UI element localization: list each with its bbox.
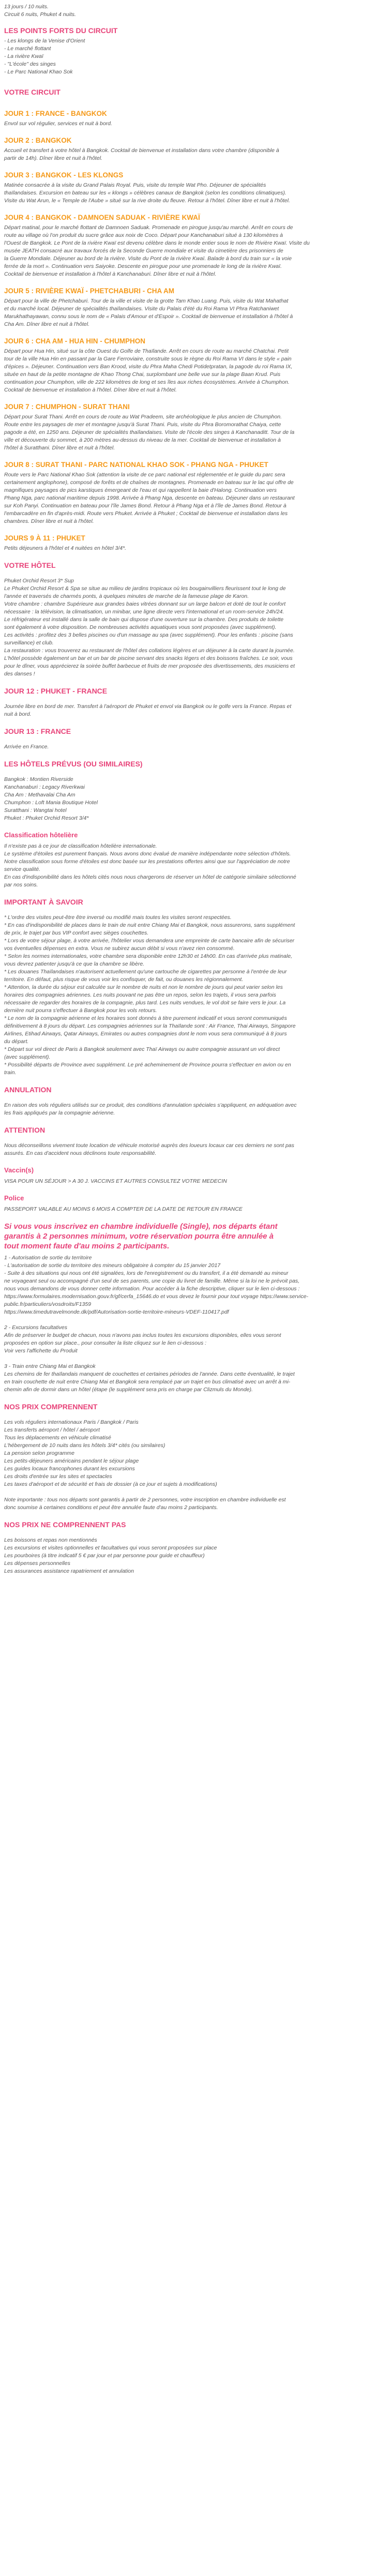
- important-line: vos éventuelles dépenses en extra. Vous ne subirez aucun débit si vous n'avez rien consommé.: [4, 945, 235, 952]
- day-line: pagode a été, en 1250 ans. Déjeuner de spécialités thaïlandaises. Visite de l'école des singes à Kanchanaditt. Tour de la: [4, 429, 295, 435]
- day-2: [4, 136, 388, 162]
- annulation-line: les frais appliqués par la compagnie aérienne.: [4, 1110, 115, 1116]
- day-line: Départ matinal, pour le marché flottant de Damnoen Saduak. Promenade en pirogue jusqu'au marché. Arrêt en cours de: [4, 224, 293, 231]
- important-line: * Selon les normes internationales, votre chambre sera disponible entre 12h30 et 14h00. En cas d'arrivée plus matinale,: [4, 953, 293, 959]
- day-line: l'Ouest de Bangkok. Le Pont de la rivière Kwaï est devenu célèbre dans le monde entier sous le nom de Rivière Kwaï. Visite du: [4, 240, 310, 246]
- important-line: territoire. En défaut, plus risque de vous voir les confisquer, de fait, ou douanes les régionnalement.: [4, 976, 244, 983]
- important-line: (avec supplément).: [4, 1054, 51, 1060]
- hotels: [4, 759, 388, 822]
- important-line: Airlines, Etihad Airways, Qatar Airways, Emirates ou autres compagnies dont le nom vous sera communiqué à 8 jours: [4, 1031, 287, 1037]
- day-line: Départ pour Hua Hin, situé sur la côte Ouest du Golfe de Thaïlande. Arrêt en cours de route au marché Chatchai. Petit: [4, 348, 289, 354]
- day-line: musée JEATH consacré aux travaux forcés de la Seconde Guerre mondiale et visite du cimetière des prisonniers de: [4, 248, 283, 254]
- excluded-line: Les excursions et visites optionnelles et facultatives qui vous seront proposées sur place: [4, 1545, 217, 1551]
- included-line: Les taxes d'aéroport et de sécurité et frais de dossier (à ce jour et sujets à modifications): [4, 1481, 217, 1487]
- important-line: nécessaire de regarder des horaires de la compagnie, plus tard. Les nuits vendues, le vol doit se faire vers le jour. La: [4, 1000, 286, 1006]
- hotel-line: Les activités : profitez des 3 belles piscines ou d'un massage au spa (avec supplément). Pour les enfants : piscine (sans: [4, 632, 293, 638]
- single-room-title: Si vous vous inscrivez en chambre individuelle (Single), nos départs étant: [4, 1222, 278, 1231]
- day-line: et du marché local. Déjeuner de spécialités thaïlandaises. Visite du Palais d'été du Roi Rama VI Phra Ratchaniwet: [4, 306, 279, 312]
- day-line: Visite du Wat Arun, le « Temple de l'Aube » situé sur la rive droite du fleuve. Retour à l'hôtel. Dîner libre et nuit à l'hôtel.: [4, 198, 290, 204]
- hotel-line: Phuket Orchid Resort 3* Sup: [4, 578, 74, 584]
- day13-line: Arrivée en France.: [4, 744, 49, 750]
- vaccins-title: Vaccin(s): [4, 1166, 34, 1174]
- excluded-line: Les dépenses personnelles: [4, 1560, 70, 1566]
- excluded-line: Les pourboires (à titre indicatif 5 € par jour et par personne pour guide et chauffeur): [4, 1553, 205, 1559]
- classification-title: Classification hôtelière: [4, 831, 78, 839]
- vaccins: [4, 1166, 388, 1185]
- day-line: Cha Am. Dîner libre et nuit à l'hôtel.: [4, 321, 90, 327]
- highlight-item: - Les klongs de la Venise d'Orient: [4, 38, 85, 44]
- single-room-line: - Suite à des situations qui nous ont été signalées, lors de l'enregistrement ou du transfert, il a été demandé au mineur: [4, 1270, 289, 1276]
- highlight-item: - Le marché flottant: [4, 46, 51, 52]
- day-3: [4, 171, 388, 205]
- important-line: * Les douanes Thaïlandaises n'autorisent actuellement qu'une cartouche de cigarettes par personne à l'entrée de leur: [4, 969, 287, 975]
- day-title: JOUR 7 : CHUMPHON - SURAT THANI: [4, 403, 130, 411]
- annulation: [4, 1085, 388, 1117]
- day13-title: JOUR 13 : FRANCE: [4, 727, 71, 735]
- day-8: [4, 460, 388, 525]
- day-line: magnifiques paysages de pics karstiques émergeant de l'eau et qui rappellent la baie d'Halong. Continuation vers: [4, 487, 277, 493]
- excluded: [4, 1520, 388, 1575]
- day-line: Cocktail de bienvenue et installation à l'hôtel. Dîner libre et nuit à l'hôtel.: [4, 387, 177, 393]
- police-title: Police: [4, 1194, 24, 1202]
- attention-title: ATTENTION: [4, 1126, 46, 1134]
- classification-line: service qualité.: [4, 866, 41, 872]
- included-line: La pension selon programme: [4, 1450, 74, 1456]
- hotel-line: surveillance) et club.: [4, 640, 54, 646]
- day-line: Départ pour la ville de Phetchaburi. Tour de la ville et visite de la grotte Tam Khao Luang. Puis, visite du Wat Mahathat: [4, 298, 289, 304]
- day-4: [4, 213, 388, 278]
- hotel-line: Le réfrigérateur est installé dans la salle de bain qui dispose d'une ouverture sur la chambre. Des produits de toilette: [4, 616, 284, 623]
- day-line: ville et découverte du sommet, à 200 mètres au-dessus du niveau de la mer. Cocktail de bienvenue et installation à: [4, 437, 281, 443]
- highlight-item: - "L'école" des singes: [4, 61, 56, 67]
- classification-line: En cas d'indisponibilité dans les hôtels cités nous nous chargerons de réserver un hôtel de catégorie similaire sélectionné: [4, 874, 296, 880]
- hotel-line: La restauration : vous trouverez au restaurant de l'hôtel des collations légères et un déjeuner à la carte durant la journée.: [4, 647, 295, 654]
- single-room-line: proposées en option sur place., pour consulter la liste cliquez sur le lien ci-dessous :: [4, 1340, 207, 1346]
- important-line: train.: [4, 1069, 17, 1076]
- police-line: PASSEPORT VALABLE AU MOINS 6 MOIS A COMPTER DE LA DATE DE RETOUR EN FRANCE: [4, 1206, 243, 1212]
- hotels-line: Suratthani : Wangtai hotel: [4, 807, 67, 814]
- day-1: [4, 109, 388, 128]
- day-line: Marukhathayawan, connu sous le nom de « Palais d'Amour et d'Espoir ». Cocktail de bienvenue et installation à l'hôtel à: [4, 313, 293, 320]
- day-title: JOUR 4 : BANGKOK - DAMNOEN SADUAK - RIVIÈRE KWAÏ: [4, 214, 200, 221]
- day-line: la Guerre Mondiale. Déjeuner au bord de la rivière. Visite du Pont de la rivière Kwaï. Balade à bord du train sur « la voie: [4, 255, 292, 262]
- attention: [4, 1125, 388, 1157]
- day-line: ferrée de la mort ». Continuation vers Saiyoke. Descente en pirogue pour une promenade le long de la rivière Kwaï.: [4, 263, 282, 269]
- attention-line: assurés. En cas d'accident nous déclinons toute responsabilité.: [4, 1150, 157, 1156]
- classification: [4, 831, 388, 889]
- day-title: JOURS 9 À 11 : PHUKET: [4, 534, 85, 542]
- day-line: l'embarcadère en fin d'après-midi. Route vers Phuket. Arrivée à Phuket ; Cocktail de bienvenue et installation dans les: [4, 510, 288, 517]
- hotel-line: l'année et traversés de charmés ponts, à quelques minutes de marche de la fameuse plage de Karon.: [4, 593, 249, 599]
- included-line: Les droits d'entrée sur les sites et spectacles: [4, 1473, 112, 1480]
- single-room-line: Les chemins de fer thaïlandais manquent de couchettes et certaines périodes de l'année. Dans cette éventualité, le trajet: [4, 1371, 295, 1377]
- day-line: chambres. Dîner libre et nuit à l'hôtel.: [4, 518, 94, 524]
- day-line: partir de 14h). Dîner libre et nuit à l'hôtel.: [4, 155, 102, 161]
- day-line: sur Koh Panyi. Continuation en bateau pour l'île James Bond. Retour à Phang Nga et à l'île de James Bond. Retour à: [4, 503, 287, 509]
- day-line: Route entre les paysages de mer et montagne jusqu'à Surat Thani. Puis, visite du Phra Boromorathat Chaiya, cette: [4, 421, 281, 428]
- highlight-item: - Le Parc National Khao Sok: [4, 69, 73, 75]
- important-line: * En cas d'indisponibilité de places dans le train de nuit entre Chiang Mai et Bangkok, nous assurerons, sans supplément: [4, 922, 295, 928]
- day12: [4, 686, 388, 718]
- hotels-line: Phuket : Phuket Orchid Resort 3/4*: [4, 815, 89, 821]
- hotels-line: Chumphon : Loft Mania Boutique Hotel: [4, 800, 98, 806]
- single-room-title: garantis à 2 personnes minimum, votre réservation pourra être annulée à: [4, 1232, 274, 1241]
- day-line: d'épices ». Déjeuner. Continuation vers Ban Krood, visite du Phra Maha Chedi Potidetpratan, la pagode du roi Rama IX,: [4, 364, 293, 370]
- single-room-line: 1 - Autorisation de sortie du territoire: [4, 1255, 92, 1261]
- single-room-line: chemin afin de dormir dans un hôtel (étape (le supplément sera pris en charge par Clizmuls du Monde).: [4, 1387, 253, 1393]
- included-line: Les transferts aéroport / hôtel / aéroport: [4, 1427, 100, 1433]
- important-line: * Possibilité départs de Province avec supplément. Le pré acheminement de Province pourra s'effectuer en avion ou en: [4, 1062, 291, 1068]
- highlights-title: LES POINTS FORTS DU CIRCUIT: [4, 26, 118, 35]
- important-line: * Attention, la durée du séjour est calculée sur le nombre de nuits et non le nombre de jours qui peut varier selon les: [4, 984, 283, 990]
- hotel-line: pour le dîner, vous apprécierez la soirée buffet barbecue et fruits de mer proposée des divertissements, des musiciens et: [4, 663, 295, 669]
- day-9: [4, 534, 388, 552]
- day-line: thaïlandaises. Excursion en bateau sur les « klongs » célèbres canaux de Bangkok (selon les conditions climatiques).: [4, 190, 287, 196]
- single-room-line: nous vous demandons de vous donner cette information. Pour accéder à la fiche descriptive, cliquer sur le lien ci-dessous :: [4, 1286, 300, 1292]
- classification-line: Le système d'étoiles est purement français. Nous avons donc évalué de manière indépendante notre sélection d'hôtels.: [4, 851, 291, 857]
- police: [4, 1194, 388, 1213]
- important-line: dernière nuit pourra s'effectuer à Bangkok pour les vols retours.: [4, 1007, 157, 1014]
- day-line: tour de la ville Hua Hin en passant par la Gare Ferroviaire, construite sous le règne du Roi Rama VI dans le style « pain: [4, 356, 292, 362]
- hotel-line: L'hôtel possède également un bar et un bar de piscine servant des snacks légers et des boissons fraîches. Le soir, vous: [4, 655, 293, 661]
- single-room-line: - L'autorisation de sortie du territoire des mineurs obligatoire à compter du 15 janvier 2017: [4, 1262, 221, 1269]
- day-5: [4, 287, 388, 328]
- important: [4, 897, 388, 1077]
- hotel-line: Le Phuket Orchid Resort & Spa se situe au milieu de jardins tropicaux où les bougainvilliers fleurissent tout le long de: [4, 585, 286, 592]
- highlight-item: - La rivière Kwaï: [4, 53, 43, 59]
- single-room-line: https://www.formulaires.modernisation.gouv.fr/gf/cerfa_15646.do et vous devez le fournir pour tout voyage https://www.service-public.fr/particuliers/vosdroits/F1359: [4, 1293, 309, 1307]
- important-line: du départ.: [4, 1038, 29, 1045]
- annulation-line: En raison des vols réguliers utilisés sur ce produit, des conditions d'annulation spéciales s'appliquent, en adéquation avec: [4, 1102, 297, 1108]
- day-title: JOUR 6 : CHA AM - HUA HIN - CHUMPHON: [4, 337, 145, 345]
- single-room-line: [4, 1316, 388, 1324]
- important-line: * Départ sur vol direct de Paris à Bangkok seulement avec Thaï Airways ou autre compagnie assurant un vol direct: [4, 1046, 280, 1052]
- included-line: donc soumise à certaines conditions et peut être annulée faute d'au moins 2 participants.: [4, 1504, 218, 1511]
- highlights: [4, 26, 388, 76]
- day-line: continuation pour Chumphon, ville de 222 kilomètres de long et ses îles aux riches écosystèmes. Arrivée à Chumphon.: [4, 379, 290, 385]
- day12-title: JOUR 12 : PHUKET - FRANCE: [4, 687, 108, 695]
- day-line: Envol sur vol régulier, services et nuit à bord.: [4, 120, 112, 127]
- day13: [4, 727, 388, 751]
- hotel-line: nécessaire : la télévision, la climatisation, un minibar, une ligne directe vers l'international et un room-service 24h/24.: [4, 609, 284, 615]
- day-line: Départ pour Surat Thani. Arrêt en cours de route au Wat Pradeem, site archéologique le plus ancien de Chumphon.: [4, 414, 282, 420]
- day-title: JOUR 1 : FRANCE - BANGKOK: [4, 110, 107, 117]
- single-room-line: Afin de préserver le budget de chacun, nous n'avons pas inclus toutes les excursions disponibles, elles vous seront: [4, 1332, 281, 1338]
- included-line: Tous les déplacements en véhicule climatisé: [4, 1435, 111, 1441]
- intro: [4, 3, 388, 19]
- day-line: route au village où l'on produit du sucre grâce aux noix de Coco. Départ pour Kanchanaburi situé à 130 kilomètres à: [4, 232, 283, 238]
- day-title: JOUR 3 : BANGKOK - LES KLONGS: [4, 171, 124, 179]
- intro-line: Circuit 6 nuits, Phuket 4 nuits.: [4, 11, 76, 18]
- classification-line: Notre classification sous forme d'étoiles est donc basée sur les prestations offertes ainsi que sur l'appréciation de notre: [4, 858, 290, 865]
- hotel-title: VOTRE HÔTEL: [4, 561, 56, 569]
- day-title: JOUR 2 : BANGKOK: [4, 137, 72, 144]
- day-6: [4, 337, 388, 394]
- single-room-line: Voir vers l'affichette du Produit: [4, 1348, 78, 1354]
- single-room-notice: [4, 1222, 388, 1394]
- day-line: Phang Nga, parc national maritime depuis 1998. Arrivée à Phang Nga, descente en bateau. Déjeuner dans un restaurant: [4, 495, 295, 501]
- day-title: JOUR 5 : RIVIÈRE KWAÏ - PHETCHABURI - CHA AM: [4, 287, 175, 295]
- important-line: de prix, le trajet par bus VIP confort avec sièges couchettes.: [4, 930, 149, 936]
- single-room-line: 3 - Train entre Chiang Mai et Bangkok: [4, 1363, 96, 1369]
- day12-line: nuit à bord.: [4, 711, 32, 717]
- day-line: Accueil et transfert à votre hôtel à Bangkok. Cocktail de bienvenue et installation dans votre chambre (disponible à: [4, 147, 279, 154]
- hotel-line: Votre chambre : chambre Supérieure aux grandes baies vitrées donnant sur un large balcon et doté de tout le confort: [4, 601, 286, 607]
- hotel: [4, 561, 388, 678]
- hotels-line: Kanchanaburi : Legacy Riverkwai: [4, 784, 85, 790]
- important-line: horaires des compagnies aériennes. Les nuits pouvant ne pas être un repos, selon les trajets, il vous sera parfois: [4, 992, 276, 998]
- excluded-line: Les boissons et repas non mentionnés: [4, 1537, 97, 1543]
- included-line: [4, 1488, 388, 1496]
- day-7: [4, 402, 388, 452]
- excluded-title: NOS PRIX NE COMPRENNENT PAS: [4, 1520, 126, 1529]
- day-line: Route vers le Parc National Khao Sok (attention la visite de ce parc national est réglementée et le guide du parc sera: [4, 472, 285, 478]
- hotels-title: LES HÔTELS PRÉVUS (OU SIMILAIRES): [4, 760, 143, 768]
- hotels-line: Cha Am : Methavalai Cha Am: [4, 792, 76, 798]
- included-line: Les vols réguliers internationaux Paris / Bangkok / Paris: [4, 1419, 139, 1425]
- included-line: Les guides locaux francophones durant les excursions: [4, 1466, 135, 1472]
- day-title: JOUR 8 : SURAT THANI - PARC NATIONAL KHAO SOK - PHANG NGA - PHUKET: [4, 461, 268, 469]
- single-room-line: [4, 1355, 388, 1363]
- intro-line: 13 jours / 10 nuits.: [4, 4, 49, 10]
- single-room-title: tout moment faute d'au moins 2 participants.: [4, 1242, 170, 1251]
- important-line: définitivement à 8 jours du départ. Les compagnies aériennes sur la Thaïlande sont : Air France, Thai Airways, Singapore: [4, 1023, 296, 1029]
- included-line: Les petits-déjeuners américains pendant le séjour plage: [4, 1458, 139, 1464]
- single-room-line: https://www.timedutravelmonde.dk/pdf/Autorisation-sortie-territoire-mineurs-VDEF-110417.pdf: [4, 1309, 229, 1315]
- day-line: située en haut de la petite montagne de Khao Thong Chai, surplombant une belle vue sur la plage Baan Krud. Puis: [4, 371, 281, 378]
- day-line: Cocktail de bienvenue et installation à l'hôtel à Kanchanaburi. Dîner libre et nuit à l'hôtel.: [4, 271, 217, 277]
- classification-line: Il n'existe pas à ce jour de classification hôtelière internationale.: [4, 843, 157, 849]
- important-line: * L'ordre des visites peut-être être inversé ou modifié mais toutes les visites seront respectées.: [4, 914, 232, 921]
- hotels-line: Bangkok : Montien Riverside: [4, 776, 73, 782]
- important-line: vous devrez patienter jusqu'à ce que la chambre se libère.: [4, 961, 145, 967]
- included-title: NOS PRIX COMPRENNENT: [4, 1403, 98, 1411]
- included-line: Note importante : tous nos départs sont garantis à partir de 2 personnes, votre inscription en chambre individuelle est: [4, 1497, 286, 1503]
- included-line: L'hébergement de 10 nuits dans les hôtels 3/4* cités (ou similaires): [4, 1442, 165, 1449]
- day-line: certainement anglophone), composé de forêts et de chaînes de montagnes. Promenade en bateau sur le lac qui offre de: [4, 479, 294, 486]
- single-room-line: 2 - Excursions facultatives: [4, 1324, 67, 1331]
- circuit-title: VOTRE CIRCUIT: [4, 88, 61, 96]
- attention-line: Nous déconseillons vivement toute location de véhicule motorisé auprès des loueurs locaux car ces derniers ne sont pas: [4, 1142, 294, 1149]
- classification-line: par nos soins.: [4, 882, 38, 888]
- included: [4, 1402, 388, 1512]
- single-room-line: ne voyageant seul ou accompagné d'un seul de ses parents, une copie du livret de famille. Même si la loi ne le prévoit pas,: [4, 1278, 300, 1284]
- vaccins-line: VISA POUR UN SÉJOUR > A 30 J. VACCINS ET AUTRES CONSULTEZ VOTRE MEDECIN: [4, 1178, 227, 1184]
- hotel-line: des danses !: [4, 671, 35, 677]
- important-line: * Le nom de la compagnie aérienne et les horaires sont donnés à titre purement indicatif et vous seront communiqués: [4, 1015, 287, 1021]
- excluded-line: Les assurances assistance rapatriement et annulation: [4, 1568, 134, 1574]
- single-room-line: en train couchette de nuit entre Chiang Mai et Bangkok sera remplacé par un trajet en bus climatisé avec un arrêt à mi-: [4, 1379, 291, 1385]
- important-title: IMPORTANT À SAVOIR: [4, 898, 83, 906]
- day-line: Matinée consacrée à la visite du Grand Palais Royal. Puis, visite du temple Wat Pho. Déjeuner de spécialités: [4, 182, 266, 188]
- annulation-title: ANNULATION: [4, 1086, 52, 1094]
- day-line: Petits déjeuners à l'hôtel et 4 nuitées en hôtel 3/4*.: [4, 545, 127, 551]
- hotel-line: sont également à votre disposition. De nombreuses activités aquatiques vous sont proposées (avec supplément).: [4, 624, 277, 630]
- important-line: * Lors de votre séjour plage, à votre arrivée, l'hôtelier vous demandera une empreinte de carte bancaire afin de sécuriser: [4, 938, 295, 944]
- day-line: l'hôtel à Suratthani. Dîner libre et nuit à l'hôtel.: [4, 445, 115, 451]
- day12-line: Journée libre en bord de mer. Transfert à l'aéroport de Phuket et envol via Bangkok ou le golfe vers la France. Repas et: [4, 703, 292, 710]
